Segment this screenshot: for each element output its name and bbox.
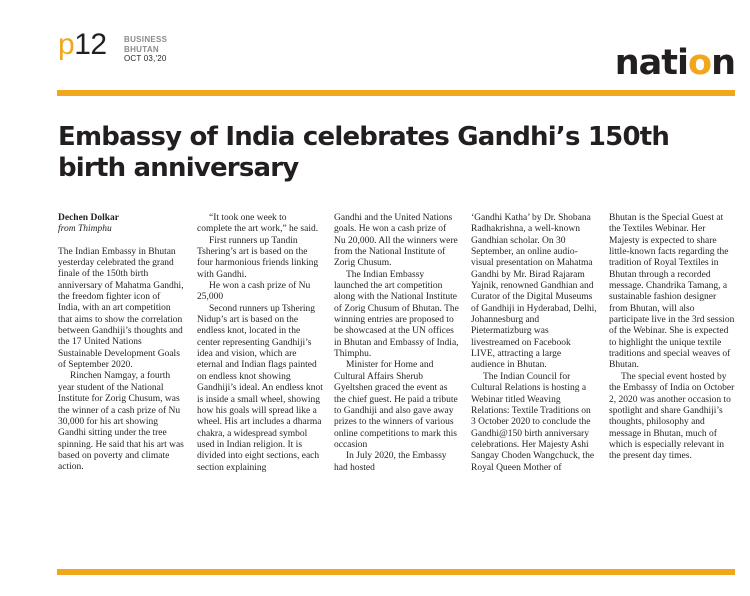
- bottom-accent-rule: [57, 569, 735, 575]
- article-column-5: [609, 213, 735, 463]
- paragraph: Minister for Home and Cultural Affairs Sherub Gyeltshen graced the event as the chief guest. He paid a tribute to Gandhiji and also gave away prizes to the winners of various online competitions to mark this occasion: [334, 360, 458, 450]
- paragraph: The Indian Council for Cultural Relations is hosting a Webinar titled Weaving Relations: Textile Traditions on 3 October 2020 to conclude the Gandhi@150 birth anniversary celebrations. Her Majesty Ashi Sangay Choden Wangchuck, the Royal Queen Mother of: [471, 371, 595, 473]
- dateline: from Thimphu: [58, 224, 112, 235]
- section-title-part2: n: [711, 43, 735, 83]
- section-title: [615, 44, 735, 82]
- paragraph: First runners up Tandin Tshering’s art is based on the four harmonious friends linking with Gandhi.: [197, 235, 319, 280]
- paragraph: “It took one week to complete the art work,” he said.: [197, 213, 319, 235]
- paragraph: The Indian Embassy launched the art competition along with the National Institute of Zorig Chusum of Bhutan. The winning entries are proposed to be showcased at the UN offices in Bhutan and Embassy of India, Thimphu.: [334, 269, 459, 360]
- paragraph: ‘Gandhi Katha’ by Dr. Shobana Radhakrishna, a well-known Gandhian scholar. On 30 September, an online audio-visual presentation on Mahatma Gandhi by Mr. Birad Rajaram Yajnik, renowned Gandhian and Curator of the Digital Museums of Gandhiji in Hyderabad, Delhi, Johannesburg and Pietermatizburg was livestreamed on Facebook LIVE, attracting a large audience in Bhutan.: [471, 213, 597, 371]
- section-title-accent-letter: o: [688, 43, 712, 83]
- publication-section-line2: BHUTAN: [124, 44, 159, 54]
- article-column-2: [197, 213, 323, 474]
- section-title-part1: nati: [614, 43, 689, 83]
- publication-section-line1: BUSINESS: [124, 35, 168, 44]
- article-column-4: [471, 213, 597, 474]
- paragraph: Bhutan is the Special Guest at the Textiles Webinar. Her Majesty is expected to share little-known facts regarding the tradition of Royal Textiles in Bhutan through a recorded message. Chandrika Tamang, a sustainable fashion designer from Bhutan, will also participate live in the 3rd session of the Webinar. She is expected to highlight the unique textile traditions and special weaves of Bhutan.: [609, 213, 735, 371]
- author-byline: Dechen Dolkar: [58, 213, 119, 223]
- issue-date: OCT 03,'20: [124, 54, 167, 63]
- page-number-prefix: p: [58, 28, 75, 61]
- page-number-value: 12: [74, 28, 107, 61]
- paragraph: Rinchen Namgay, a fourth year student of the National Institute for Zorig Chusum, was the winner of a cash prize of Nu 30,000 for his art showing Gandhi sitting under the tree spinning. He said that his art was based on poverty and climate action.: [58, 371, 184, 473]
- paragraph: In July 2020, the Embassy had hosted: [334, 451, 447, 473]
- paragraph: Gandhi and the United Nations goals. He won a cash prize of Nu 20,000. All the winners were from the National Institute of Zorig Chusum.: [334, 213, 458, 269]
- paragraph: The special event hosted by the Embassy of India on October 2, 2020 was another occasion to spotlight and share Gandhiji’s thoughts, philosophy and message in Bhutan, much of which is especially relevant in the present day times.: [609, 371, 735, 462]
- top-accent-rule: [57, 90, 735, 96]
- article-column-1: [58, 213, 184, 474]
- paragraph: The Indian Embassy in Bhutan yesterday celebrated the grand finale of the 150th birth anniversary of Mahatma Gandhi, the freedom fighter icon of India, with an art competition that aims to show the correlation between Gandhiji’s thoughts and the 17 United Nations Sustainable Development Goals of September 2020.: [58, 246, 184, 371]
- page-meta: [124, 35, 167, 64]
- page-number: [58, 30, 107, 60]
- paragraph: Second runners up Tshering Nidup’s art is based on the endless knot, located in the center representing Gandhiji’s idea and vision, which are eternal and Indian flags painted on endless knot showing Gandhiji’s ideal. An endless knot is inside a small wheel, showing how his goals will spread like a wheel. His art includes a dharma chakra, a widespread symbol used in Indian religion. It is divided into eight sections, each section explaining: [197, 303, 323, 473]
- article-headline: Embassy of India celebrates Gandhi’s 150th birth anniversary: [58, 122, 670, 183]
- article-column-3: [334, 213, 460, 474]
- paragraph: He won a cash prize of Nu 25,000: [197, 281, 311, 303]
